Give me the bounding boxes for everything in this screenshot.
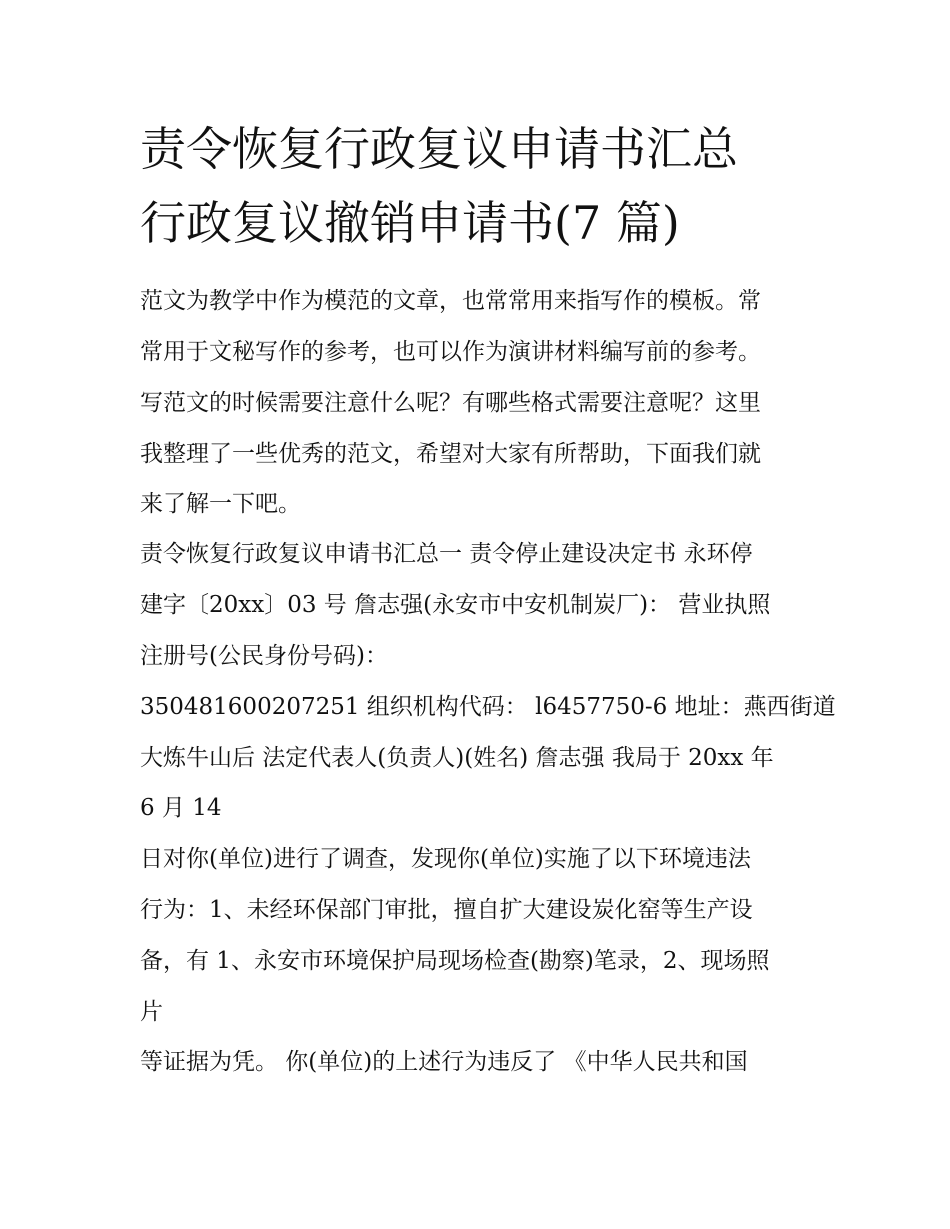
body-line: 大炼牛山后 法定代表人(负责人)(姓名) 詹志强 我局于 20xx 年 [140,745,774,771]
body-line: 常用于文秘写作的参考，也可以作为演讲材料编写前的参考。 [140,339,761,365]
body-line: 日对你(单位)进行了调查，发现你(单位)实施了以下环境违法 [140,846,751,872]
title-line: 责令恢复行政复议申请书汇总 [140,122,738,176]
body-line: 写范文的时候需要注意什么呢？有哪些格式需要注意呢？这里 [140,390,761,416]
title-line: 行政复议撤销申请书(7 篇) [140,196,680,250]
body-line: 建字〔20xx〕03 号 詹志强(永安市中安机制炭厂)： 营业执照 [140,592,771,618]
body-line: 片 [140,999,163,1025]
body-line: 行为：1、未经环保部门审批，擅自扩大建设炭化窑等生产设 [140,897,753,923]
body-line: 我整理了一些优秀的范文，希望对大家有所帮助，下面我们就 [140,441,761,467]
body-line: 范文为教学中作为模范的文章，也常常用来指写作的模板。常 [140,288,761,314]
document-title [140,112,840,260]
body-line: 责令恢复行政复议申请书汇总一 责令停止建设决定书 永环停 [140,541,753,567]
body-line: 来了解一下吧。 [140,491,301,517]
body-line: 等证据为凭。 你(单位)的上述行为违反了 《中华人民共和国 [140,1049,748,1075]
body-line: 6 月 14 [140,795,222,821]
body-line: 备，有 1、永安市环境保护局现场检查(勘察)笔录，2、现场照 [140,948,770,974]
body-line: 注册号(公民身份号码)： [140,643,388,669]
body-line: 350481600207251 组织机构代码： l6457750-6 地址：燕西街道 [140,694,836,720]
